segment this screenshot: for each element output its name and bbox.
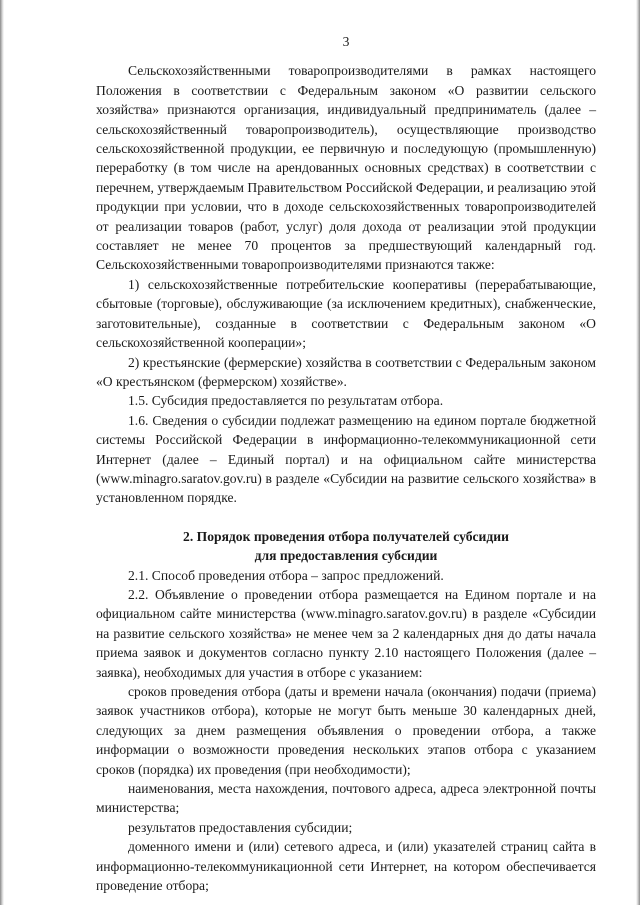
paragraph-ministry-contacts: наименования, места нахождения, почтового адреса, адреса электронной почты министерства; bbox=[96, 781, 596, 816]
section-heading bbox=[96, 527, 596, 566]
paragraph-domain-name: доменного имени и (или) сетевого адреса, и (или) указателей страниц сайта в информационно-телекоммуникационной сети Интернет, на котором обеспечивается проведение отбора; bbox=[96, 839, 596, 894]
paragraph-2-1: 2.1. Способ проведения отбора – запрос предложений. bbox=[128, 567, 444, 583]
page-number: 3 bbox=[342, 34, 350, 49]
scan-edge-right bbox=[636, 0, 640, 905]
paragraph-results: результатов предоставления субсидии; bbox=[128, 819, 353, 835]
section-heading-line-1: 2. Порядок проведения отбора получателей субсидии bbox=[183, 528, 509, 544]
paragraph-1-5: 1.5. Субсидия предоставляется по результатам отбора. bbox=[128, 393, 444, 409]
paragraph-item-2-farms: 2) крестьянские (фермерские) хозяйства в соответствии с Федеральным законом «О крестьянском (фермерском) хозяйстве». bbox=[96, 354, 596, 389]
paragraph-item-1-cooperatives: 1) сельскохозяйственные потребительские кооперативы (перерабатывающие, сбытовые (торговые), обслуживающие (за исключением кредитных), снабженческие, заготовительные), созданные в соответствии с Федеральным законом «О сельскохозяйственной кооперации»; bbox=[96, 276, 596, 351]
paragraph-1-6: 1.6. Сведения о субсидии подлежат размещению на едином портале бюджетной системы Российской Федерации в информационно-телекоммуникационной сети Интернет (далее – Единый портал) и на официальном сайте министерства (www.minagro.saratov.gov.ru) в разделе «Субсидии на развитие сельского хозяйства» в установленном порядке. bbox=[96, 412, 596, 506]
paragraph-agricultural-producers: Сельскохозяйственными товаропроизводителями в рамках настоящего Положения в соответствии с Федеральным законом «О развитии сельского хозяйства» признаются организация, индивидуальный предприниматель (далее – сельскохозяйственный товаропроизводитель), осуществляющие производство сельскохозяйственной продукции, ее первичную и последующую (промышленную) переработку (в том числе на арендованных основных средствах) в соответствии с перечнем, утверждаемым Правительством Российской Федерации, и реализацию этой продукции при условии, что в доходе сельскохозяйственных товаропроизводителей от реализации товаров (работ, услуг) доля дохода от реализации этой продукции составляет не менее 70 процентов за предшествующий календарный год. Сельскохозяйственными товаропроизводителями признаются также: bbox=[96, 63, 596, 273]
scan-edge-left bbox=[0, 0, 4, 905]
paragraph-2-2: 2.2. Объявление о проведении отбора размещается на Едином портале и на официальном сайте министерства (www.minagro.saratov.gov.ru) в разделе «Субсидии на развитие сельского хозяйства» не менее чем за 2 календарных дня до даты начала приема заявок и документов согласно пункту 2.10 настоящего Положения (далее – заявка), необходимых для участия в отборе с указанием: bbox=[96, 586, 596, 680]
section-heading-line-2: для предоставления субсидии bbox=[254, 548, 438, 564]
paragraph-deadlines: сроков проведения отбора (даты и времени начала (окончания) подачи (приема) заявок участников отбора), которые не могут быть меньше 30 календарных дней, следующих за днем размещения объявления о проведении отбора, а также информации о возможности проведения нескольких этапов отбора с указанием сроков (порядка) их проведения (при необходимости); bbox=[96, 684, 596, 777]
document-page bbox=[96, 32, 596, 895]
